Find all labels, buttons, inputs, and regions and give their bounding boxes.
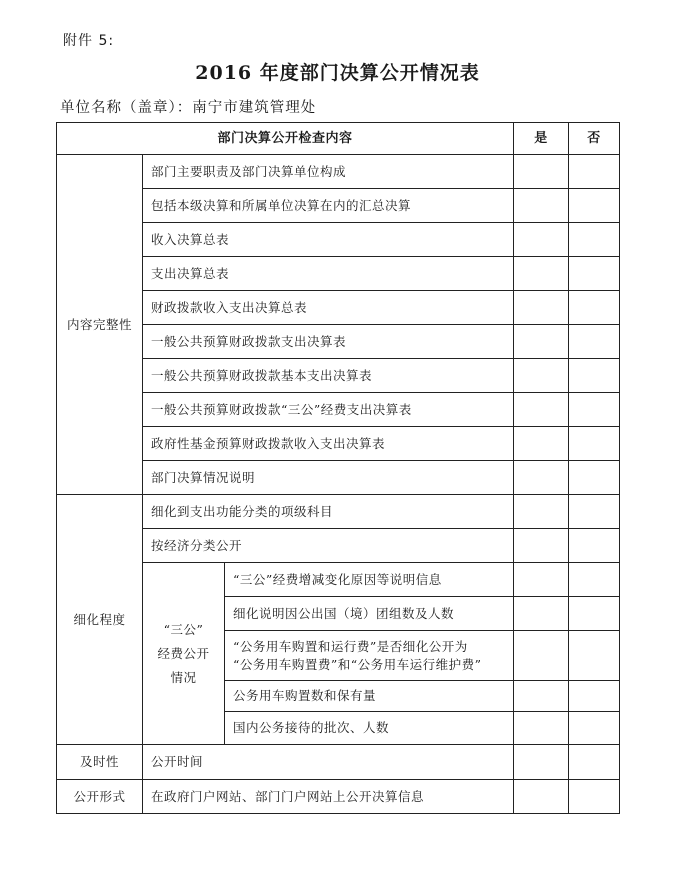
check-item: 部门决算情况说明 xyxy=(143,461,514,495)
yes-cell[interactable] xyxy=(514,427,569,461)
check-item: 政府性基金预算财政拨款收入支出决算表 xyxy=(143,427,514,461)
check-item: 细化说明因公出国（境）团组数及人数 xyxy=(225,597,514,631)
no-cell[interactable] xyxy=(569,780,620,814)
unit-label: 单位名称（盖章）： xyxy=(60,100,193,116)
yes-cell[interactable] xyxy=(514,712,569,745)
yes-cell[interactable] xyxy=(514,291,569,325)
no-cell[interactable] xyxy=(569,291,620,325)
no-cell[interactable] xyxy=(569,359,620,393)
yes-cell[interactable] xyxy=(514,631,569,681)
table-row xyxy=(57,495,620,529)
sangong-label-line: 情况 xyxy=(170,669,197,685)
sangong-label-line: “三公” xyxy=(163,621,204,637)
page-title: 2016 年度部门决算公开情况表 xyxy=(195,62,480,84)
check-item: 财政拨款收入支出决算总表 xyxy=(143,291,514,325)
table-row xyxy=(57,745,620,780)
check-item: 按经济分类公开 xyxy=(143,529,514,563)
subsection-label-sangong xyxy=(143,563,225,745)
check-item: 细化到支出功能分类的项级科目 xyxy=(143,495,514,529)
check-item: 一般公共预算财政拨款基本支出决算表 xyxy=(143,359,514,393)
yes-cell[interactable] xyxy=(514,393,569,427)
check-item: 收入决算总表 xyxy=(143,223,514,257)
yes-cell[interactable] xyxy=(514,681,569,712)
no-cell[interactable] xyxy=(569,563,620,597)
yes-cell[interactable] xyxy=(514,325,569,359)
yes-cell[interactable] xyxy=(514,223,569,257)
check-item: “三公”经费增减变化原因等说明信息 xyxy=(225,563,514,597)
disclosure-table xyxy=(56,122,620,814)
table-row xyxy=(57,780,620,814)
check-item: 一般公共预算财政拨款支出决算表 xyxy=(143,325,514,359)
column-header-yes: 是 xyxy=(514,123,569,155)
check-item: 公务用车购置数和保有量 xyxy=(225,681,514,712)
no-cell[interactable] xyxy=(569,529,620,563)
check-item-line: “公务用车购置和运行费”是否细化公开为 xyxy=(233,638,468,654)
yes-cell[interactable] xyxy=(514,461,569,495)
sangong-label-line: 经费公开 xyxy=(157,645,210,661)
check-item: 在政府门户网站、部门门户网站上公开决算信息 xyxy=(143,780,514,814)
check-item-line: “公务用车购置费”和“公务用车运行维护费” xyxy=(233,656,482,672)
check-item: 国内公务接待的批次、人数 xyxy=(225,712,514,745)
no-cell[interactable] xyxy=(569,223,620,257)
no-cell[interactable] xyxy=(569,712,620,745)
no-cell[interactable] xyxy=(569,427,620,461)
attachment-label: 附件 5: xyxy=(63,33,115,49)
unit-line xyxy=(60,96,316,117)
check-item: 支出决算总表 xyxy=(143,257,514,291)
check-item: 公开时间 xyxy=(143,745,514,780)
yes-cell[interactable] xyxy=(514,155,569,189)
check-item: 包括本级决算和所属单位决算在内的汇总决算 xyxy=(143,189,514,223)
no-cell[interactable] xyxy=(569,745,620,780)
check-item-two-line xyxy=(225,631,514,681)
no-cell[interactable] xyxy=(569,681,620,712)
section-label-completeness: 内容完整性 xyxy=(57,155,143,495)
yes-cell[interactable] xyxy=(514,745,569,780)
section-label-form: 公开形式 xyxy=(57,780,143,814)
no-cell[interactable] xyxy=(569,155,620,189)
unit-name: 南宁市建筑管理处 xyxy=(192,100,317,116)
check-item: 一般公共预算财政拨款“三公”经费支出决算表 xyxy=(143,393,514,427)
yes-cell[interactable] xyxy=(514,597,569,631)
no-cell[interactable] xyxy=(569,461,620,495)
section-label-timeliness: 及时性 xyxy=(57,745,143,780)
no-cell[interactable] xyxy=(569,495,620,529)
column-header-content: 部门决算公开检查内容 xyxy=(57,123,514,155)
yes-cell[interactable] xyxy=(514,495,569,529)
table-row xyxy=(57,155,620,189)
no-cell[interactable] xyxy=(569,393,620,427)
yes-cell[interactable] xyxy=(514,563,569,597)
no-cell[interactable] xyxy=(569,597,620,631)
yes-cell[interactable] xyxy=(514,529,569,563)
section-label-detail: 细化程度 xyxy=(57,495,143,745)
no-cell[interactable] xyxy=(569,631,620,681)
check-item: 部门主要职责及部门决算单位构成 xyxy=(143,155,514,189)
no-cell[interactable] xyxy=(569,189,620,223)
yes-cell[interactable] xyxy=(514,257,569,291)
yes-cell[interactable] xyxy=(514,780,569,814)
no-cell[interactable] xyxy=(569,257,620,291)
column-header-no: 否 xyxy=(569,123,620,155)
yes-cell[interactable] xyxy=(514,359,569,393)
no-cell[interactable] xyxy=(569,325,620,359)
table-header-row xyxy=(57,123,620,155)
yes-cell[interactable] xyxy=(514,189,569,223)
